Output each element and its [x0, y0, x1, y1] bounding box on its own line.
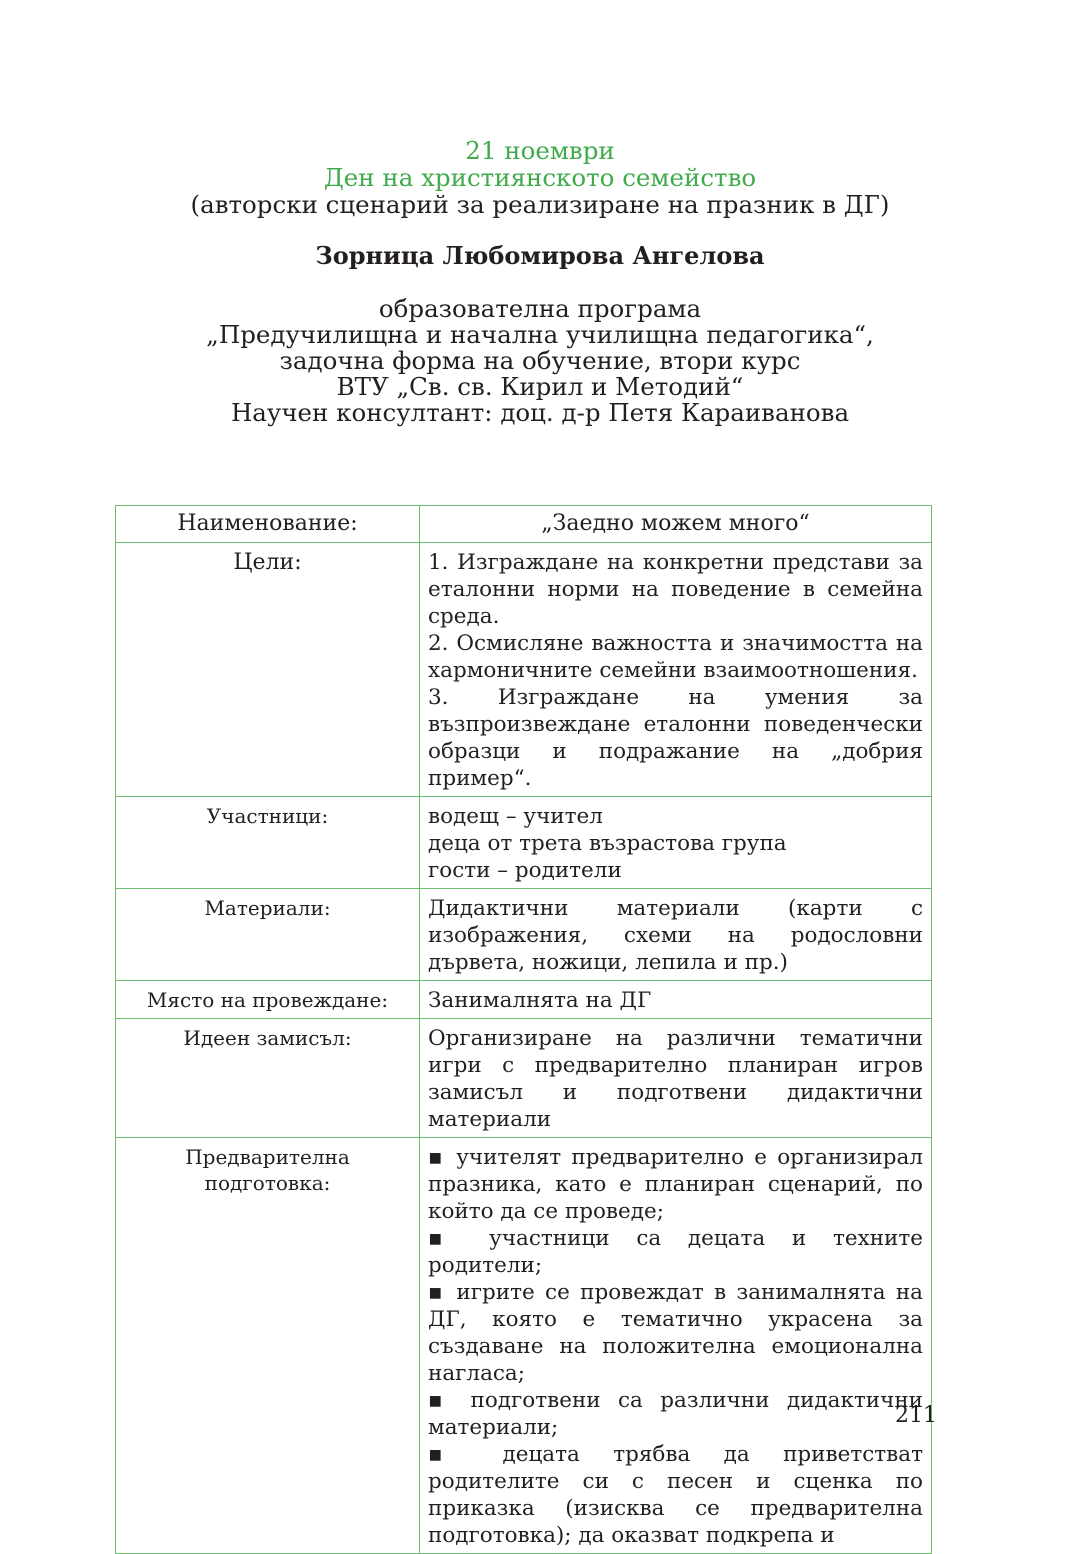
- row-value: [420, 797, 932, 889]
- row-label: Цели:: [116, 543, 420, 797]
- row-label: Идеен замисъл:: [116, 1019, 420, 1138]
- table-row-materials: [116, 889, 932, 981]
- author-name: Зорница Любомирова Ангелова: [315, 241, 765, 270]
- row-value: [420, 1138, 932, 1554]
- table-row-goals: [116, 543, 932, 797]
- row-label: Материали:: [116, 889, 420, 981]
- row-value-line: ▪ игрите се провеждат в занималнята на ДГ, която е тематично украсена за създаване на положителна емоционална нагласа;: [428, 1280, 923, 1386]
- author-affiliation: [0, 296, 1080, 426]
- row-label: Място на провеждане:: [116, 981, 420, 1019]
- row-value-line: ▪ учителят предварително е организирал празника, като е планиран сценарий, по който да се проведе;: [428, 1145, 923, 1224]
- row-value-line: ▪ участници са децата и техните родители;: [428, 1226, 923, 1278]
- table-row-venue: [116, 981, 932, 1019]
- row-value: [420, 981, 932, 1019]
- row-value: [420, 889, 932, 981]
- page-number: 211: [895, 1403, 937, 1428]
- affiliation-line: ВТУ „Св. св. Кирил и Методий“: [336, 372, 744, 401]
- event-date: 21 ноември: [465, 136, 615, 165]
- table-row-preparation: [116, 1138, 932, 1554]
- row-value-line: Организиране на различни тематични игри с предварително планиран игров замисъл и подготвени дидактични материали: [428, 1026, 923, 1132]
- scenario-table: [115, 505, 932, 1554]
- row-value-line: Занималнята на ДГ: [428, 988, 652, 1013]
- row-label: Предварителна подготовка:: [116, 1138, 420, 1554]
- table-row-concept: [116, 1019, 932, 1138]
- row-value-line: 1. Изграждане на конкретни представи за еталонни норми на поведение в семейна среда.: [428, 550, 923, 629]
- row-value-line: Дидактични материали (карти с изображения, схеми на родословни дървета, ножици, лепила и пр.): [428, 896, 923, 975]
- document-header: [0, 137, 1080, 426]
- affiliation-line: „Предучилищна и начална училищна педагогика“,: [206, 320, 874, 349]
- table-header-label: Наименование:: [116, 506, 420, 543]
- row-value-line: деца от трета възрастова група: [428, 831, 787, 856]
- row-value-line: водещ – учител: [428, 804, 603, 829]
- row-value-line: ▪ децата трябва да приветстват родителите си с песен и сценка по приказка (изисква се предварителна подготовка); да оказват подкрепа и: [428, 1442, 923, 1548]
- row-value-line: 3. Изграждане на умения за възпроизвеждане еталонни поведенчески образци и подражание на „добрия пример“.: [428, 685, 923, 791]
- affiliation-line: Научен консултант: доц. д-р Петя Караиванова: [230, 398, 850, 427]
- row-value-line: гости – родители: [428, 858, 622, 883]
- table-header-row: [116, 506, 932, 543]
- row-value: [420, 543, 932, 797]
- table-row-participants: [116, 797, 932, 889]
- row-value: [420, 1019, 932, 1138]
- affiliation-line: образователна програма: [378, 294, 702, 323]
- row-value-line: ▪ подготвени са различни дидактични материали;: [428, 1388, 923, 1440]
- event-title: Ден на християнското семейство: [323, 163, 757, 192]
- row-label: Участници:: [116, 797, 420, 889]
- affiliation-line: задочна форма на обучение, втори курс: [279, 346, 801, 375]
- event-subtitle: (авторски сценарий за реализиране на празник в ДГ): [190, 190, 890, 219]
- row-value-line: 2. Осмисляне важността и значимостта на хармоничните семейни взаимоотношения.: [428, 631, 923, 683]
- table-header-value: „Заедно можем много“: [420, 506, 932, 543]
